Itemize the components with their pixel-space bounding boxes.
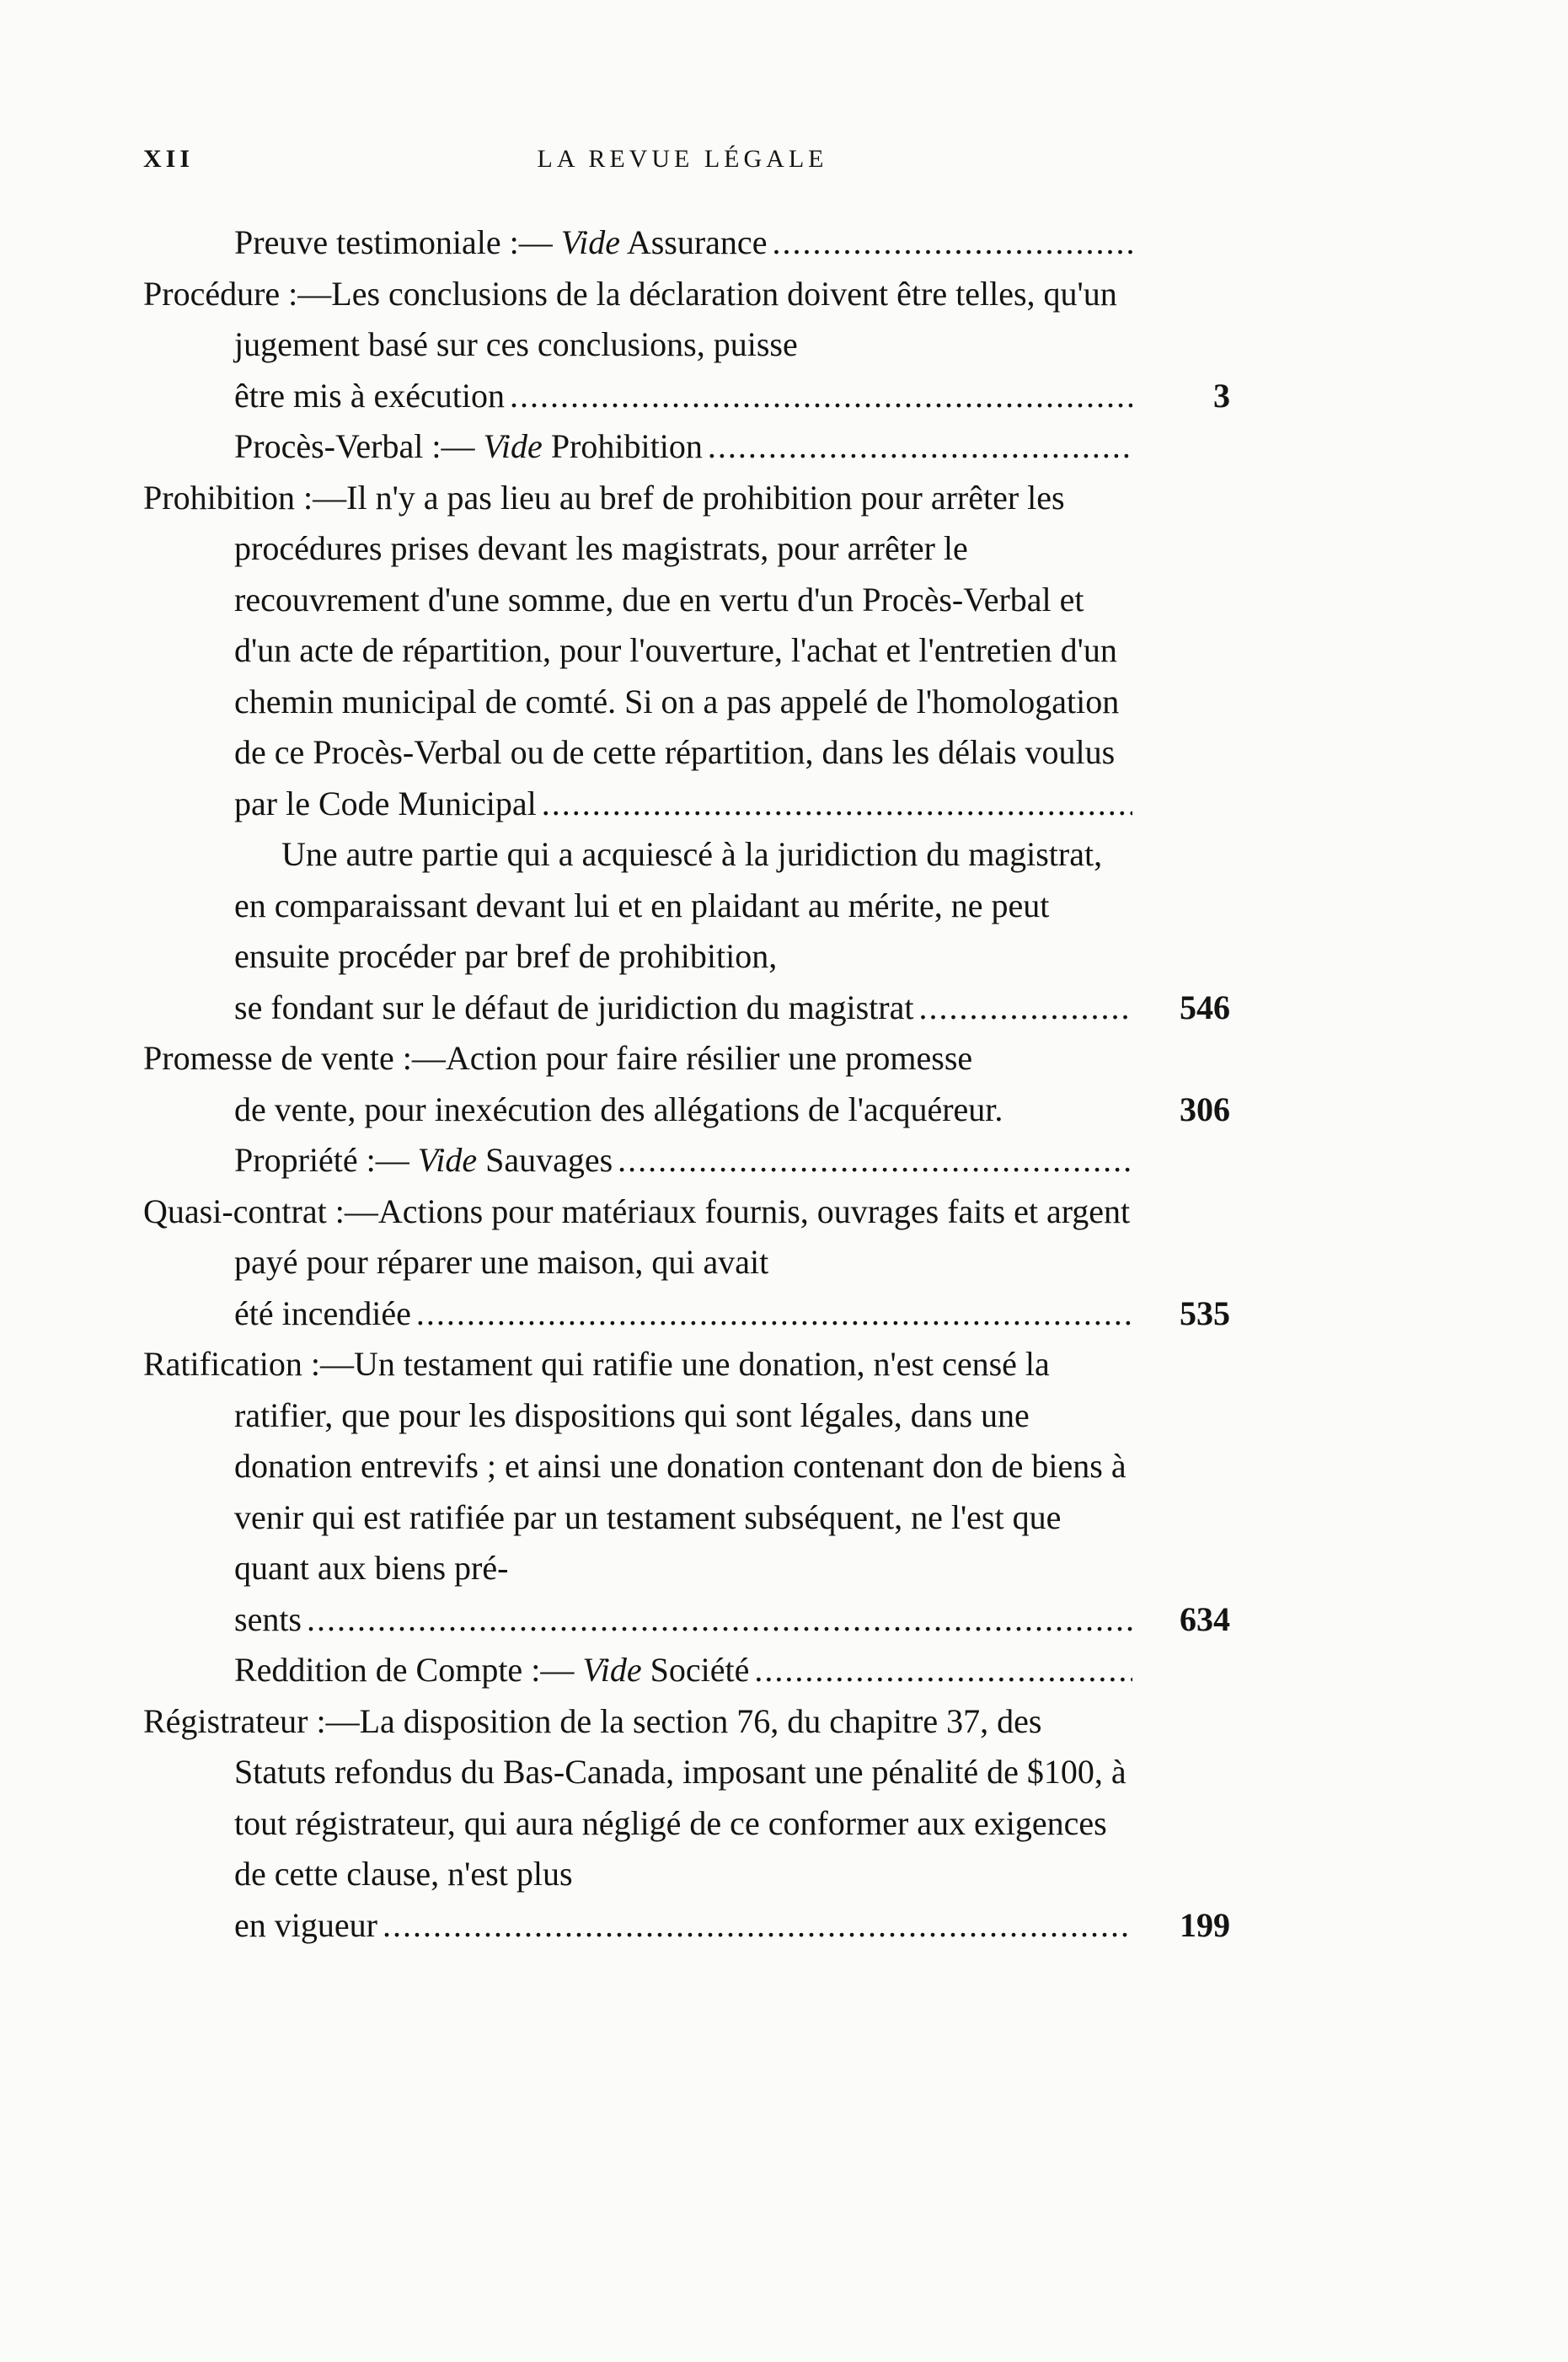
dot-leader [542,779,1132,830]
entry-text: —La disposition de la section 76, du chapitre 37, des Statuts refondus du Bas-Canada, imposant une pénalité de $100, à tout régistrateur, qui aura négligé de ce conformer aux exigences de cette clause, n'est plus [234,1701,1126,1893]
page-reference: 306 [1180,1090,1230,1128]
dot-leader [918,983,1132,1034]
vide-label: Vide [582,1651,642,1689]
index-entry [143,1186,1230,1340]
index-entry [143,421,1230,473]
running-head [143,145,1222,187]
page-reference: 199 [1180,1905,1230,1944]
entry-text: —Les conclusions de la déclaration doivent être telles, qu'un jugement basé sur ces conclusions, puisse [234,274,1117,363]
entry-term: Reddition de Compte : [234,1651,541,1689]
entry-term: Quasi-contrat : [143,1192,345,1230]
index-entry [143,1645,1230,1696]
entry-last-line: se fondant sur le défaut de juridiction du magistrat [234,988,914,1026]
index-entry [143,1033,1230,1135]
entry-term: Ratification : [143,1345,320,1383]
entry-dash: — [518,223,561,261]
dot-leader [416,1288,1132,1340]
page-reference: 546 [1180,988,1230,1026]
dot-leader [754,1645,1132,1696]
page-reference: 535 [1180,1293,1230,1332]
entry-term: Propriété : [234,1141,376,1179]
entry-last-line: de vente, pour inexécution des allégations de l'acquéreur. [234,1090,1003,1128]
entry-last-line: être mis à exécution [234,376,505,415]
index-entry [143,1339,1230,1645]
index-entries [143,217,1230,1951]
dot-leader [772,217,1132,269]
paragraph-text: Une autre partie qui a acquiescé à la juridiction du magistrat, en comparaissant devant lui et en plaidant au mérite, ne peut ensuite procéder par bref de prohibition, [234,835,1103,975]
index-entry [143,217,1230,269]
entry-text: —Actions pour matériaux fournis, ouvrages faits et argent payé pour réparer une maison, qui avait [234,1192,1131,1281]
vide-label: Vide [417,1141,478,1179]
entry-term: Procès-Verbal : [234,427,442,465]
cross-reference: Sauvages [477,1141,613,1179]
page-reference: 3 [1213,376,1230,415]
entry-paragraph [143,829,1230,1033]
entry-term: Promesse de vente : [143,1039,412,1077]
entry-term: Prohibition : [143,478,313,517]
vide-label: Vide [560,223,621,261]
entry-term: Preuve testimoniale : [234,223,519,261]
page-reference: 634 [1180,1599,1230,1638]
dot-leader [510,371,1132,422]
entry-last-line: sents [234,1599,302,1638]
cross-reference: Assurance [620,223,768,261]
dot-leader [618,1135,1132,1186]
running-title: LA REVUE LÉGALE [537,145,828,173]
entry-term: Régistrateur : [143,1701,326,1740]
entry-last-line: été incendiée [234,1293,411,1332]
entry-dash: — [375,1141,418,1179]
vide-label: Vide [483,427,543,465]
page-number: XII [143,145,195,173]
entry-text: —Il n'y a pas lieu au bref de prohibition pour arrêter les procédures prises devant les magistrats, pour arrêter le recouvrement d'une somme, due en vertu d'un Procès-Verbal et d'un acte de répartition, pour l'ouverture, l'achat et l'entretien d'un chemin municipal de comté. Si on a pas appelé de l'homologation de ce Procès-Verbal ou de cette répartition, dans les délais voulus [234,478,1120,771]
entry-text: —Action pour faire résilier une promesse [411,1039,973,1077]
entry-last-line: en vigueur [234,1905,377,1944]
entry-last-line: par le Code Municipal [234,784,537,822]
entry-dash: — [441,427,484,465]
cross-reference: Société [641,1651,750,1689]
dot-leader [708,421,1132,473]
dot-leader [383,1900,1132,1952]
entry-term: Procédure : [143,274,298,313]
index-entry [143,473,1230,830]
index-entry [143,269,1230,422]
entry-text: —Un testament qui ratifie une donation, n'est censé la ratifier, que pour les dispositions qui sont légales, dans une donation entrevifs ; et ainsi une donation contenant don de biens à venir qui est ratifiée par un testament subséquent, ne l'est que quant aux biens pré- [234,1345,1126,1587]
index-entry [143,1135,1230,1186]
index-entry [143,1696,1230,1952]
dot-leader [307,1594,1132,1646]
entry-dash: — [540,1651,583,1689]
cross-reference: Prohibition [542,427,703,465]
